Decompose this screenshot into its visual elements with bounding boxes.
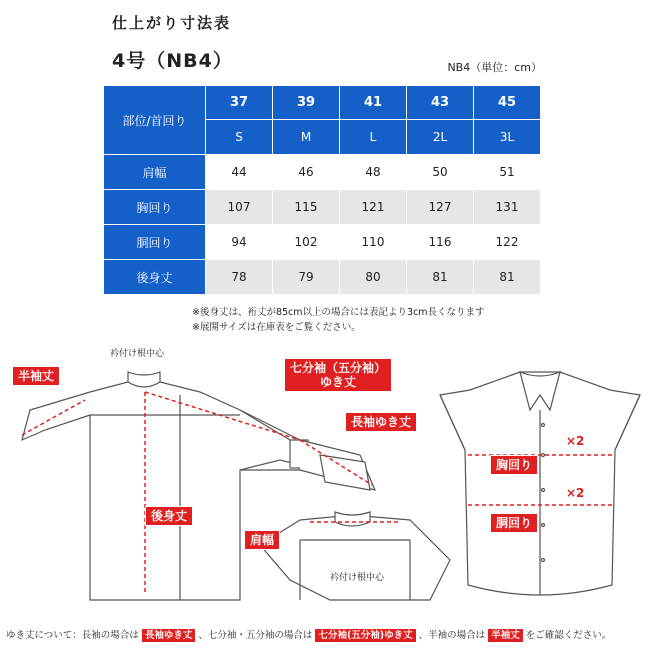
half-sleeve-tag: 半袖丈 bbox=[12, 366, 60, 386]
table-cell: 79 bbox=[273, 260, 340, 295]
seven-sleeve-line-1: 七分袖（五分袖） bbox=[290, 361, 387, 375]
footer-text: をご確認ください。 bbox=[525, 630, 612, 641]
neck-size: 37 bbox=[206, 86, 273, 120]
footer-text: 、半袖の場合は bbox=[418, 630, 486, 641]
seven-sleeve-line-2: ゆき丈 bbox=[320, 375, 357, 389]
table-cell: 48 bbox=[340, 155, 407, 190]
neck-size: 39 bbox=[273, 86, 340, 120]
chest-times: ×2 bbox=[566, 434, 585, 448]
table-corner: 部位/首回り bbox=[104, 86, 206, 155]
seven-sleeve-tag bbox=[284, 358, 392, 392]
table-cell: 51 bbox=[474, 155, 541, 190]
back-length-tag: 後身丈 bbox=[145, 506, 193, 526]
chest-tag: 胸回り bbox=[490, 455, 538, 475]
note-stock: ※展開サイズは在庫表をご覧ください。 bbox=[192, 322, 361, 333]
table-cell: 81 bbox=[407, 260, 474, 295]
long-sleeve-tag: 長袖ゆき丈 bbox=[345, 412, 417, 432]
table-cell: 80 bbox=[340, 260, 407, 295]
shoulder-tag: 肩幅 bbox=[244, 530, 280, 550]
note-back-length: ※後身丈は、裄丈が85cm以上の場合には表記より3cm長くなります bbox=[192, 307, 485, 318]
waist-times: ×2 bbox=[566, 486, 585, 500]
table-cell: 121 bbox=[340, 190, 407, 225]
row-label: 肩幅 bbox=[104, 155, 206, 190]
model-name: 4号（NB4） bbox=[112, 50, 233, 72]
letter-size: 2L bbox=[407, 120, 474, 155]
neck-size: 43 bbox=[407, 86, 474, 120]
letter-size: S bbox=[206, 120, 273, 155]
table-cell: 50 bbox=[407, 155, 474, 190]
neck-size: 45 bbox=[474, 86, 541, 120]
table-cell: 94 bbox=[206, 225, 273, 260]
footer-tag-seven: 七分袖(五分袖)ゆき丈 bbox=[315, 629, 415, 642]
table-cell: 81 bbox=[474, 260, 541, 295]
row-label: 後身丈 bbox=[104, 260, 206, 295]
footer-text: ゆき丈について：長袖の場合は bbox=[6, 630, 139, 641]
collar-center-label: 衿付け根中心 bbox=[330, 573, 385, 583]
table-cell: 78 bbox=[206, 260, 273, 295]
footer-tag-half: 半袖丈 bbox=[488, 629, 523, 642]
table-cell: 46 bbox=[273, 155, 340, 190]
letter-size: 3L bbox=[474, 120, 541, 155]
collar-center-label: 衿付け根中心 bbox=[110, 349, 165, 359]
letter-size: M bbox=[273, 120, 340, 155]
footer-tag-long: 長袖ゆき丈 bbox=[142, 629, 196, 642]
footer-text: 、七分袖・五分袖の場合は bbox=[198, 630, 313, 641]
front-shirt-icon bbox=[440, 372, 640, 595]
table-cell: 122 bbox=[474, 225, 541, 260]
table-cell: 44 bbox=[206, 155, 273, 190]
row-label: 胸回り bbox=[104, 190, 206, 225]
waist-tag: 胴回り bbox=[490, 513, 538, 533]
table-cell: 116 bbox=[407, 225, 474, 260]
page-title: 仕上がり寸法表 bbox=[112, 14, 232, 32]
row-label: 胴回り bbox=[104, 225, 206, 260]
table-cell: 102 bbox=[273, 225, 340, 260]
table-cell: 110 bbox=[340, 225, 407, 260]
letter-size: L bbox=[340, 120, 407, 155]
yoke-shirt-icon bbox=[260, 512, 450, 600]
footer-note bbox=[6, 627, 611, 641]
table-cell: 127 bbox=[407, 190, 474, 225]
neck-size: 41 bbox=[340, 86, 407, 120]
table-cell: 115 bbox=[273, 190, 340, 225]
unit-note: NB4（単位：cm） bbox=[447, 61, 542, 74]
table-cell: 131 bbox=[474, 190, 541, 225]
table-cell: 107 bbox=[206, 190, 273, 225]
